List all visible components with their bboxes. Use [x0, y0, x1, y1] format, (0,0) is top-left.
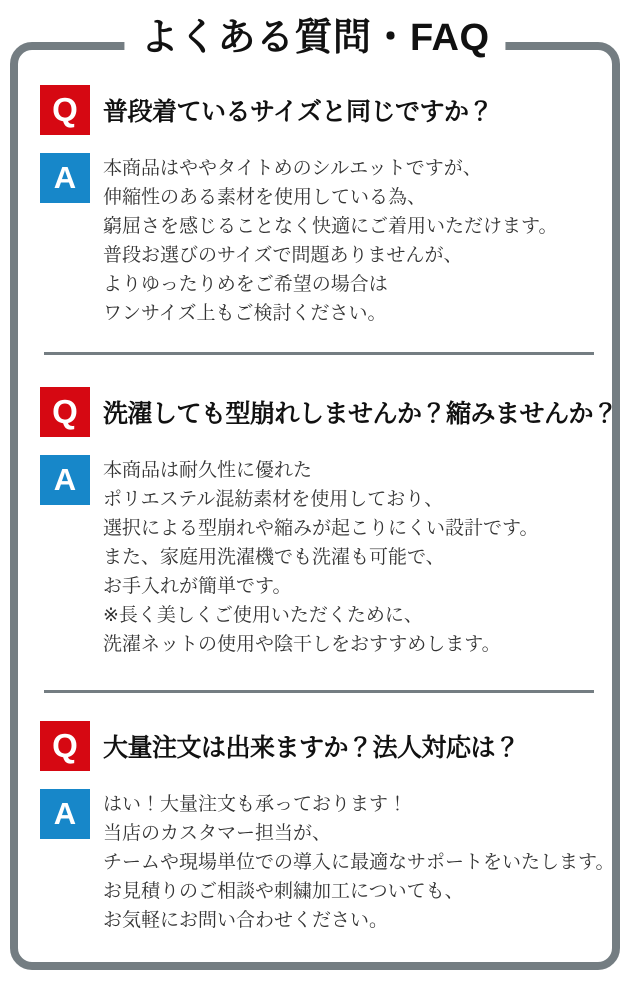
- answer-line: 本商品は耐久性に優れた: [103, 460, 313, 481]
- faq-content: [18, 50, 618, 935]
- answer-badge: A: [40, 789, 90, 839]
- question-badge: Q: [40, 85, 90, 135]
- answer-line: 洗濯ネットの使用や陰干しをおすすめします。: [103, 634, 501, 655]
- answer-text: [103, 789, 614, 935]
- answer-line: 選択による型崩れや縮みが起こりにくい設計です。: [103, 518, 539, 539]
- answer-line: お見積りのご相談や刺繍加工についても、: [103, 881, 464, 902]
- section-divider: [44, 352, 594, 355]
- section-divider: [44, 690, 594, 693]
- answer-badge: A: [40, 153, 90, 203]
- question-text: 普段着ているサイズと同じですか？: [103, 98, 494, 126]
- answer-line: ワンサイズ上もご検討ください。: [103, 303, 387, 324]
- answer-badge: A: [40, 455, 90, 505]
- faq-item-bulk-order: [40, 690, 615, 935]
- answer-line: よりゆったりめをご希望の場合は: [103, 274, 388, 295]
- question-row: [40, 85, 604, 135]
- faq-item-washing: [40, 352, 618, 659]
- answer-text: [103, 153, 557, 328]
- answer-line: ポリエステル混紡素材を使用しており、: [103, 489, 444, 510]
- question-badge: Q: [40, 721, 90, 771]
- answer-line: 本商品はややタイトめのシルエットですが、: [103, 158, 482, 179]
- answer-line: お手入れが簡単です。: [103, 576, 292, 597]
- answer-row: [40, 455, 604, 659]
- answer-line: チームや現場単位での導入に最適なサポートをいたします。: [103, 852, 615, 873]
- answer-row: [40, 789, 615, 935]
- question-text: 大量注文は出来ますか？法人対応は？: [103, 734, 520, 762]
- page-title: よくある質問・FAQ: [124, 14, 505, 63]
- question-badge: Q: [40, 387, 90, 437]
- answer-line: 伸縮性のある素材を使用している為、: [103, 187, 427, 208]
- answer-line: 当店のカスタマー担当が、: [103, 823, 332, 844]
- answer-row: [40, 153, 604, 328]
- question-row: [40, 721, 604, 771]
- answer-text: [103, 455, 538, 659]
- question-row: [40, 387, 618, 437]
- answer-line: 普段お選びのサイズで問題ありませんが、: [103, 245, 463, 266]
- answer-line: また、家庭用洗濯機でも洗濯も可能で、: [103, 547, 445, 568]
- answer-line: お気軽にお問い合わせください。: [103, 910, 389, 931]
- answer-line: はい！大量注文も承っております！: [103, 794, 408, 815]
- faq-item-size: [40, 85, 604, 328]
- answer-line: ※長く美しくご使用いただくために、: [103, 605, 423, 626]
- answer-line: 窮屈さを感じることなく快適にご着用いただけます。: [103, 216, 558, 237]
- question-text: 洗濯しても型崩れしませんか？縮みませんか？: [103, 400, 618, 428]
